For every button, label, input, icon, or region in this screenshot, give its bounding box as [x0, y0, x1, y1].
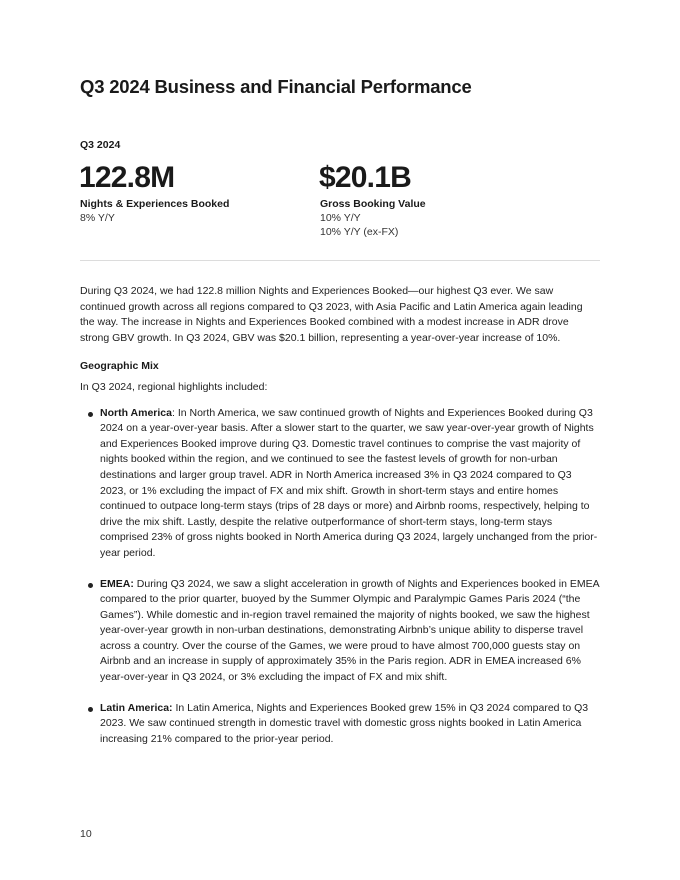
intro-paragraph: During Q3 2024, we had 122.8 million Nights and Experiences Booked—our highest Q3 ever. We saw continued growth across all regions compared to Q3 2023, with Asia Pacific and Latin America again leading the way. The increase in Nights and Experiences Booked combined with a modest increase in ADR drove strong GBV growth. In Q3 2024, GBV was $20.1 billion, representing a year-over-year increase of 10%. [80, 285, 583, 344]
bullet-label: Latin America: [100, 701, 173, 714]
bullet-text: During Q3 2024, we saw a slight acceleration in growth of Nights and Experiences booked in EMEA compared to the prior quarter, buoyed by the Summer Olympic and Paralympic Games Paris 2024 (“the Games”). While domestic and in-region travel remained the majority of nights booked, we saw the highest year-over-year growth in non-urban destinations, demonstrating Airbnb’s unique ability to disperse travel across a country. Over the course of the Games, we were proud to have almost 700,000 guests stay on Airbnb and an increase in supply of approximately 35% in the Paris region. ADR in EMEA increased 6% year-over-year in Q3 2024, or 3% excluding the impact of FX and mix shift. [100, 577, 600, 684]
metric-value: $20.1B [319, 161, 411, 194]
bullet-icon [88, 583, 93, 588]
page-title: Q3 2024 Business and Financial Performance [80, 76, 472, 97]
metric-change-ex-fx: 10% Y/Y (ex-FX) [320, 226, 399, 238]
metric-value: 122.8M [79, 161, 175, 194]
list-item-emea [80, 577, 600, 686]
metric-change: 10% Y/Y [320, 212, 361, 224]
bullet-text: In Latin America, Nights and Experiences Booked grew 15% in Q3 2024 compared to Q3 2023. We saw continued strength in domestic travel with domestic gross nights booked in Latin America increasing 21% compared to the prior-year period. [100, 701, 589, 745]
regional-highlights-list [80, 406, 600, 748]
metric-gross-booking-value [319, 160, 426, 239]
section-divider [80, 260, 600, 261]
bullet-label: EMEA: [100, 577, 134, 590]
section-heading-geographic-mix: Geographic Mix [80, 360, 159, 373]
metric-label: Gross Booking Value [320, 198, 426, 210]
metric-change: 8% Y/Y [80, 212, 115, 224]
body-text [80, 284, 600, 762]
list-item-north-america [80, 406, 600, 562]
period-label: Q3 2024 [80, 139, 121, 151]
metric-nights-booked [79, 160, 229, 225]
bullet-label: North America [100, 406, 172, 419]
bullet-text: In North America, we saw continued growth of Nights and Experiences Booked during Q3 2024 on a year-over-year basis. After a slower start to the quarter, we saw year-over-year growth of Nights and Experiences Booked improve during Q3. Domestic travel continues to comprise the vast majority of nights booked within the region, and we continued to see the fastest levels of growth for non-urban destinations and larger group travel. ADR in North America increased 3% in Q3 2024 compared to Q3 2023, or 1% excluding the impact of FX and mix shift. Growth in short-term stays and entire homes continued to outpace long-term stays (trips of 28 days or more) and Airbnb rooms, respectively, helping to drive the mix shift. Lastly, despite the relative outperformance of short-term stays, long-term stays comprised 23% of gross nights booked in North America during Q3 2024, largely unchanged from the prior-year period. [100, 406, 598, 559]
list-item-latin-america [80, 701, 600, 748]
bullet-separator: : [171, 406, 178, 419]
section-intro: In Q3 2024, regional highlights included: [80, 380, 268, 393]
bullet-icon [88, 412, 93, 417]
bullet-icon [88, 707, 93, 712]
metric-label: Nights & Experiences Booked [80, 198, 230, 210]
page-number: 10 [80, 828, 92, 840]
